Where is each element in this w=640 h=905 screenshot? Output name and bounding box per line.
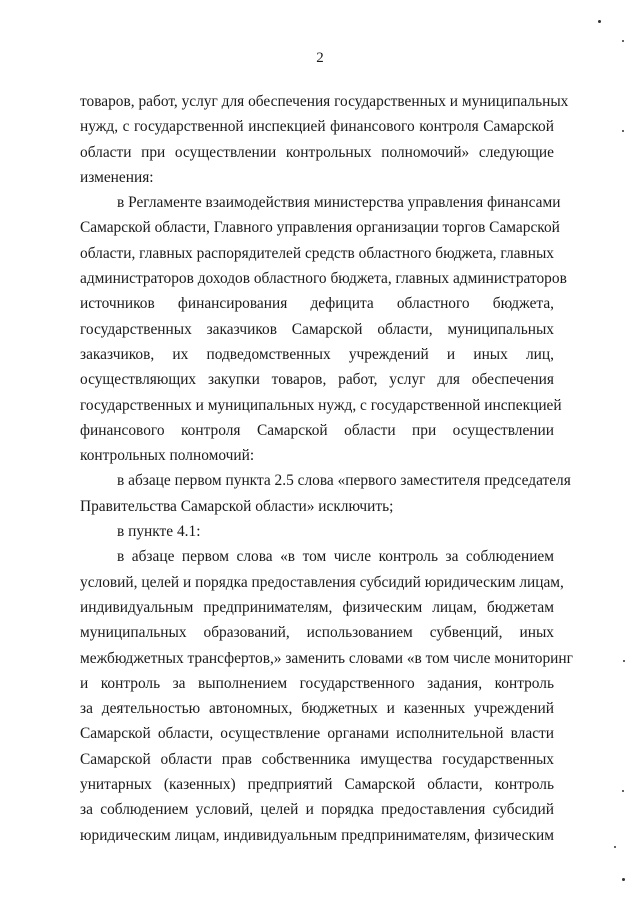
text-line: индивидуальным предпринимателям, физическим лицам, бюджетам bbox=[80, 598, 554, 616]
text-line: Самарской области, Главного управления организации торгов Самарской bbox=[80, 219, 560, 237]
scan-speck bbox=[622, 40, 624, 42]
text-line: изменения: bbox=[80, 168, 154, 186]
text-line: государственных и муниципальных нужд, с государственной инспекцией bbox=[80, 396, 562, 414]
document-body bbox=[80, 89, 573, 848]
text-line: в абзаце первом слова «в том числе контроль за соблюдением bbox=[117, 548, 554, 566]
text-line: муниципальных образований, использованием субвенций, иных bbox=[80, 624, 554, 642]
text-line: товаров, работ, услуг для обеспечения государственных и муниципальных bbox=[80, 93, 569, 110]
text-line: источников финансирования дефицита областного бюджета, bbox=[80, 295, 554, 313]
text-line: юридическим лицам, индивидуальным предпринимателям, физическим bbox=[80, 826, 554, 844]
text-line: финансового контроля Самарской области при осуществлении bbox=[80, 421, 554, 439]
text-line: за соблюдением условий, целей и порядка предоставления субсидий bbox=[80, 801, 554, 819]
scan-speck bbox=[623, 660, 625, 662]
text-line: Самарской области, осуществление органами исполнительной власти bbox=[80, 725, 554, 743]
text-line: Правительства Самарской области» исключить; bbox=[80, 497, 394, 515]
scan-speck bbox=[622, 878, 625, 881]
text-line: условий, целей и порядка предоставления субсидий юридическим лицам, bbox=[80, 573, 564, 591]
text-line: в Регламенте взаимодействия министерства управления финансами bbox=[117, 194, 561, 212]
text-line: государственных заказчиков Самарской области, муниципальных bbox=[80, 320, 554, 338]
text-line: унитарных (казенных) предприятий Самарской области, контроль bbox=[80, 776, 554, 794]
text-line: области при осуществлении контрольных полномочий» следующие bbox=[80, 143, 554, 161]
text-line: заказчиков, их подведомственных учреждений и иных лиц, bbox=[80, 345, 554, 363]
text-line: области, главных распорядителей средств областного бюджета, главных bbox=[80, 244, 554, 262]
page-number: 2 bbox=[316, 50, 324, 66]
scan-speck bbox=[622, 790, 624, 792]
text-line: администраторов доходов областного бюджета, главных администраторов bbox=[80, 270, 567, 288]
text-line: нужд, с государственной инспекцией финансового контроля Самарской bbox=[80, 118, 554, 136]
text-line: межбюджетных трансфертов,» заменить словами «в том числе мониторинг bbox=[80, 649, 573, 667]
text-line: и контроль за выполнением государственного задания, контроль bbox=[80, 674, 554, 692]
text-line: контрольных полномочий: bbox=[80, 447, 255, 465]
scan-speck bbox=[622, 130, 624, 132]
text-line: в пункте 4.1: bbox=[117, 523, 201, 541]
scan-speck bbox=[614, 846, 616, 848]
text-line: осуществляющих закупки товаров, работ, услуг для обеспечения bbox=[80, 371, 554, 389]
scan-speck bbox=[598, 20, 601, 23]
text-line: Самарской области прав собственника имущества государственных bbox=[80, 750, 554, 768]
text-line: за деятельностью автономных, бюджетных и казенных учреждений bbox=[80, 700, 554, 718]
text-line: в абзаце первом пункта 2.5 слова «первого заместителя председателя bbox=[117, 472, 571, 490]
